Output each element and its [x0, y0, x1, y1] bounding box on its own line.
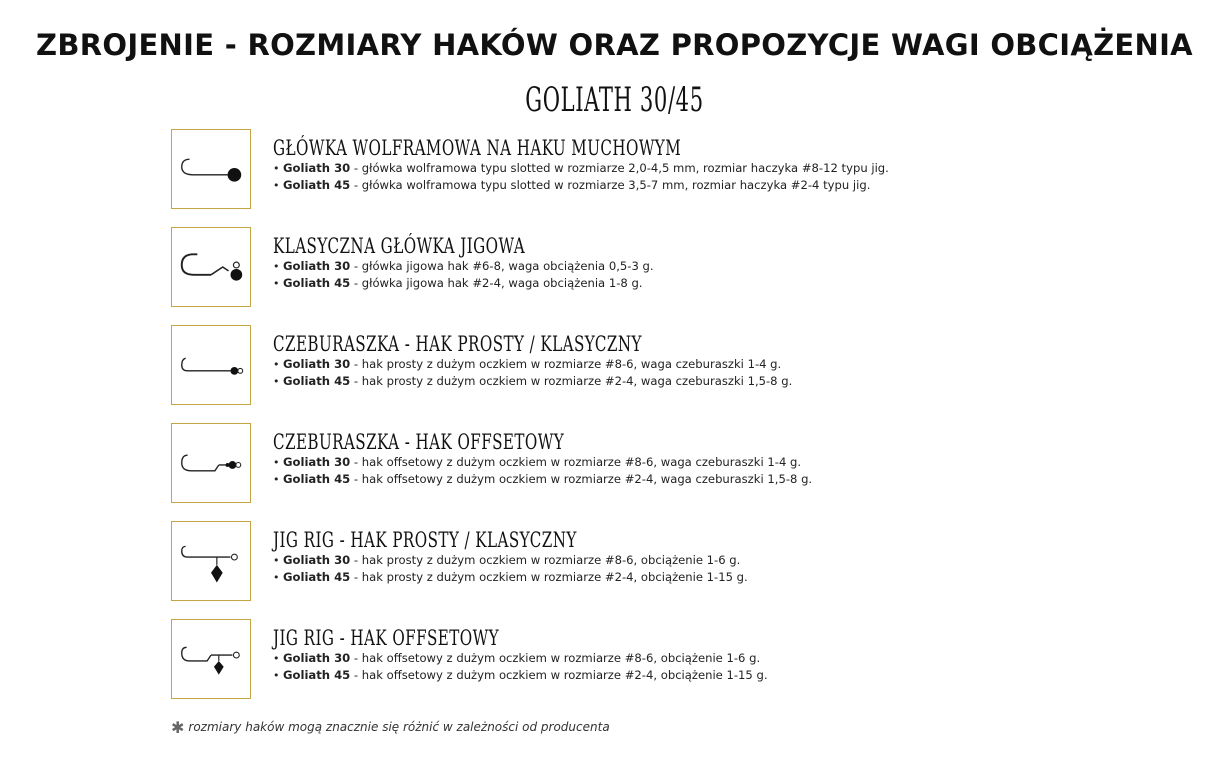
model-label: Goliath 45 [283, 472, 351, 486]
rig-title: CZEBURASZKA - HAK OFFSETOWY [273, 430, 565, 454]
spec-text: - główka jigowa hak #6-8, waga obciążenia 0,5-3 g. [350, 259, 654, 273]
jig-rig-straight-hook-icon [171, 521, 251, 601]
model-label: Goliath 30 [283, 455, 351, 469]
spec-text: - główka wolframowa typu slotted w rozmiarze 3,5-7 mm, rozmiar haczyka #2-4 typu jig. [350, 178, 871, 192]
model-label: Goliath 30 [283, 651, 351, 665]
spec-text: - hak prosty z dużym oczkiem w rozmiarze #8-6, waga czeburaszki 1-4 g. [350, 357, 782, 371]
rig-spec-line: • Goliath 30 - główka wolframowa typu slotted w rozmiarze 2,0-4,5 mm, rozmiar haczyka #8-12 typu jig. [273, 161, 889, 175]
page-subtitle: GOLIATH 30/45 [525, 80, 704, 120]
asterisk-icon: ✱ [171, 718, 185, 737]
rig-spec-line: • Goliath 45 - główka wolframowa typu slotted w rozmiarze 3,5-7 mm, rozmiar haczyka #2-4 typu jig. [273, 178, 871, 192]
rig-title: JIG RIG - HAK OFFSETOWY [273, 626, 500, 650]
model-label: Goliath 45 [283, 570, 351, 584]
page-title: ZBROJENIE - ROZMIARY HAKÓW ORAZ PROPOZYCJE WAGI OBCIĄŻENIA [36, 28, 1193, 62]
rig-title: CZEBURASZKA - HAK PROSTY / KLASYCZNY [273, 332, 642, 356]
rig-item-jig-rig-straight [171, 521, 1171, 604]
spec-text: - główka jigowa hak #2-4, waga obciążenia 1-8 g. [350, 276, 643, 290]
cheburashka-offset-hook-icon [171, 423, 251, 503]
rig-title: JIG RIG - HAK PROSTY / KLASYCZNY [273, 528, 577, 552]
rig-spec-line: • Goliath 30 - główka jigowa hak #6-8, waga obciążenia 0,5-3 g. [273, 259, 654, 273]
model-label: Goliath 45 [283, 276, 351, 290]
rig-spec-line: • Goliath 45 - hak offsetowy z dużym oczkiem w rozmiarze #2-4, obciążenie 1-15 g. [273, 668, 768, 682]
spec-text: - hak offsetowy z dużym oczkiem w rozmiarze #2-4, waga czeburaszki 1,5-8 g. [350, 472, 813, 486]
model-label: Goliath 30 [283, 259, 351, 273]
model-label: Goliath 30 [283, 161, 351, 175]
rig-spec-line: • Goliath 30 - hak offsetowy z dużym oczkiem w rozmiarze #8-6, obciążenie 1-6 g. [273, 651, 761, 665]
spec-text: - hak offsetowy z dużym oczkiem w rozmiarze #2-4, obciążenie 1-15 g. [350, 668, 768, 682]
spec-text: - hak offsetowy z dużym oczkiem w rozmiarze #8-6, waga czeburaszki 1-4 g. [350, 455, 802, 469]
spec-text: - hak prosty z dużym oczkiem w rozmiarze #2-4, obciążenie 1-15 g. [350, 570, 748, 584]
rig-spec-line: • Goliath 45 - hak prosty z dużym oczkiem w rozmiarze #2-4, waga czeburaszki 1,5-8 g. [273, 374, 793, 388]
rig-spec-line: • Goliath 30 - hak prosty z dużym oczkiem w rozmiarze #8-6, waga czeburaszki 1-4 g. [273, 357, 782, 371]
rig-spec-line: • Goliath 30 - hak offsetowy z dużym oczkiem w rozmiarze #8-6, waga czeburaszki 1-4 g. [273, 455, 802, 469]
model-label: Goliath 30 [283, 357, 351, 371]
rig-item-cheburashka-offset [171, 423, 1171, 506]
model-label: Goliath 45 [283, 668, 351, 682]
spec-text: - hak offsetowy z dużym oczkiem w rozmiarze #8-6, obciążenie 1-6 g. [350, 651, 761, 665]
model-label: Goliath 30 [283, 553, 351, 567]
model-label: Goliath 45 [283, 178, 351, 192]
rig-spec-line: • Goliath 45 - hak prosty z dużym oczkiem w rozmiarze #2-4, obciążenie 1-15 g. [273, 570, 748, 584]
spec-text: - hak prosty z dużym oczkiem w rozmiarze #8-6, obciążenie 1-6 g. [350, 553, 741, 567]
rig-item-jig-rig-offset [171, 619, 1171, 702]
footnote-text: rozmiary haków mogą znacznie się różnić w zależności od producenta [188, 720, 610, 734]
rig-spec-line: • Goliath 30 - hak prosty z dużym oczkiem w rozmiarze #8-6, obciążenie 1-6 g. [273, 553, 741, 567]
model-label: Goliath 45 [283, 374, 351, 388]
rig-spec-line: • Goliath 45 - główka jigowa hak #2-4, waga obciążenia 1-8 g. [273, 276, 643, 290]
tungsten-jig-hook-icon [171, 129, 251, 209]
rig-item-cheburashka-straight [171, 325, 1171, 408]
rig-title: KLASYCZNA GŁÓWKA JIGOWA [273, 234, 526, 258]
jig-rig-offset-hook-icon [171, 619, 251, 699]
classic-jighead-icon [171, 227, 251, 307]
rig-item-tungsten-head [171, 129, 1171, 212]
spec-text: - główka wolframowa typu slotted w rozmiarze 2,0-4,5 mm, rozmiar haczyka #8-12 typu jig. [350, 161, 889, 175]
rig-list [171, 129, 1171, 717]
cheburashka-straight-hook-icon [171, 325, 251, 405]
rig-title: GŁÓWKA WOLFRAMOWA NA HAKU MUCHOWYM [273, 136, 682, 160]
rig-item-classic-jighead [171, 227, 1171, 310]
rig-spec-line: • Goliath 45 - hak offsetowy z dużym oczkiem w rozmiarze #2-4, waga czeburaszki 1,5-8 g. [273, 472, 813, 486]
footnote [171, 718, 610, 737]
spec-text: - hak prosty z dużym oczkiem w rozmiarze #2-4, waga czeburaszki 1,5-8 g. [350, 374, 793, 388]
